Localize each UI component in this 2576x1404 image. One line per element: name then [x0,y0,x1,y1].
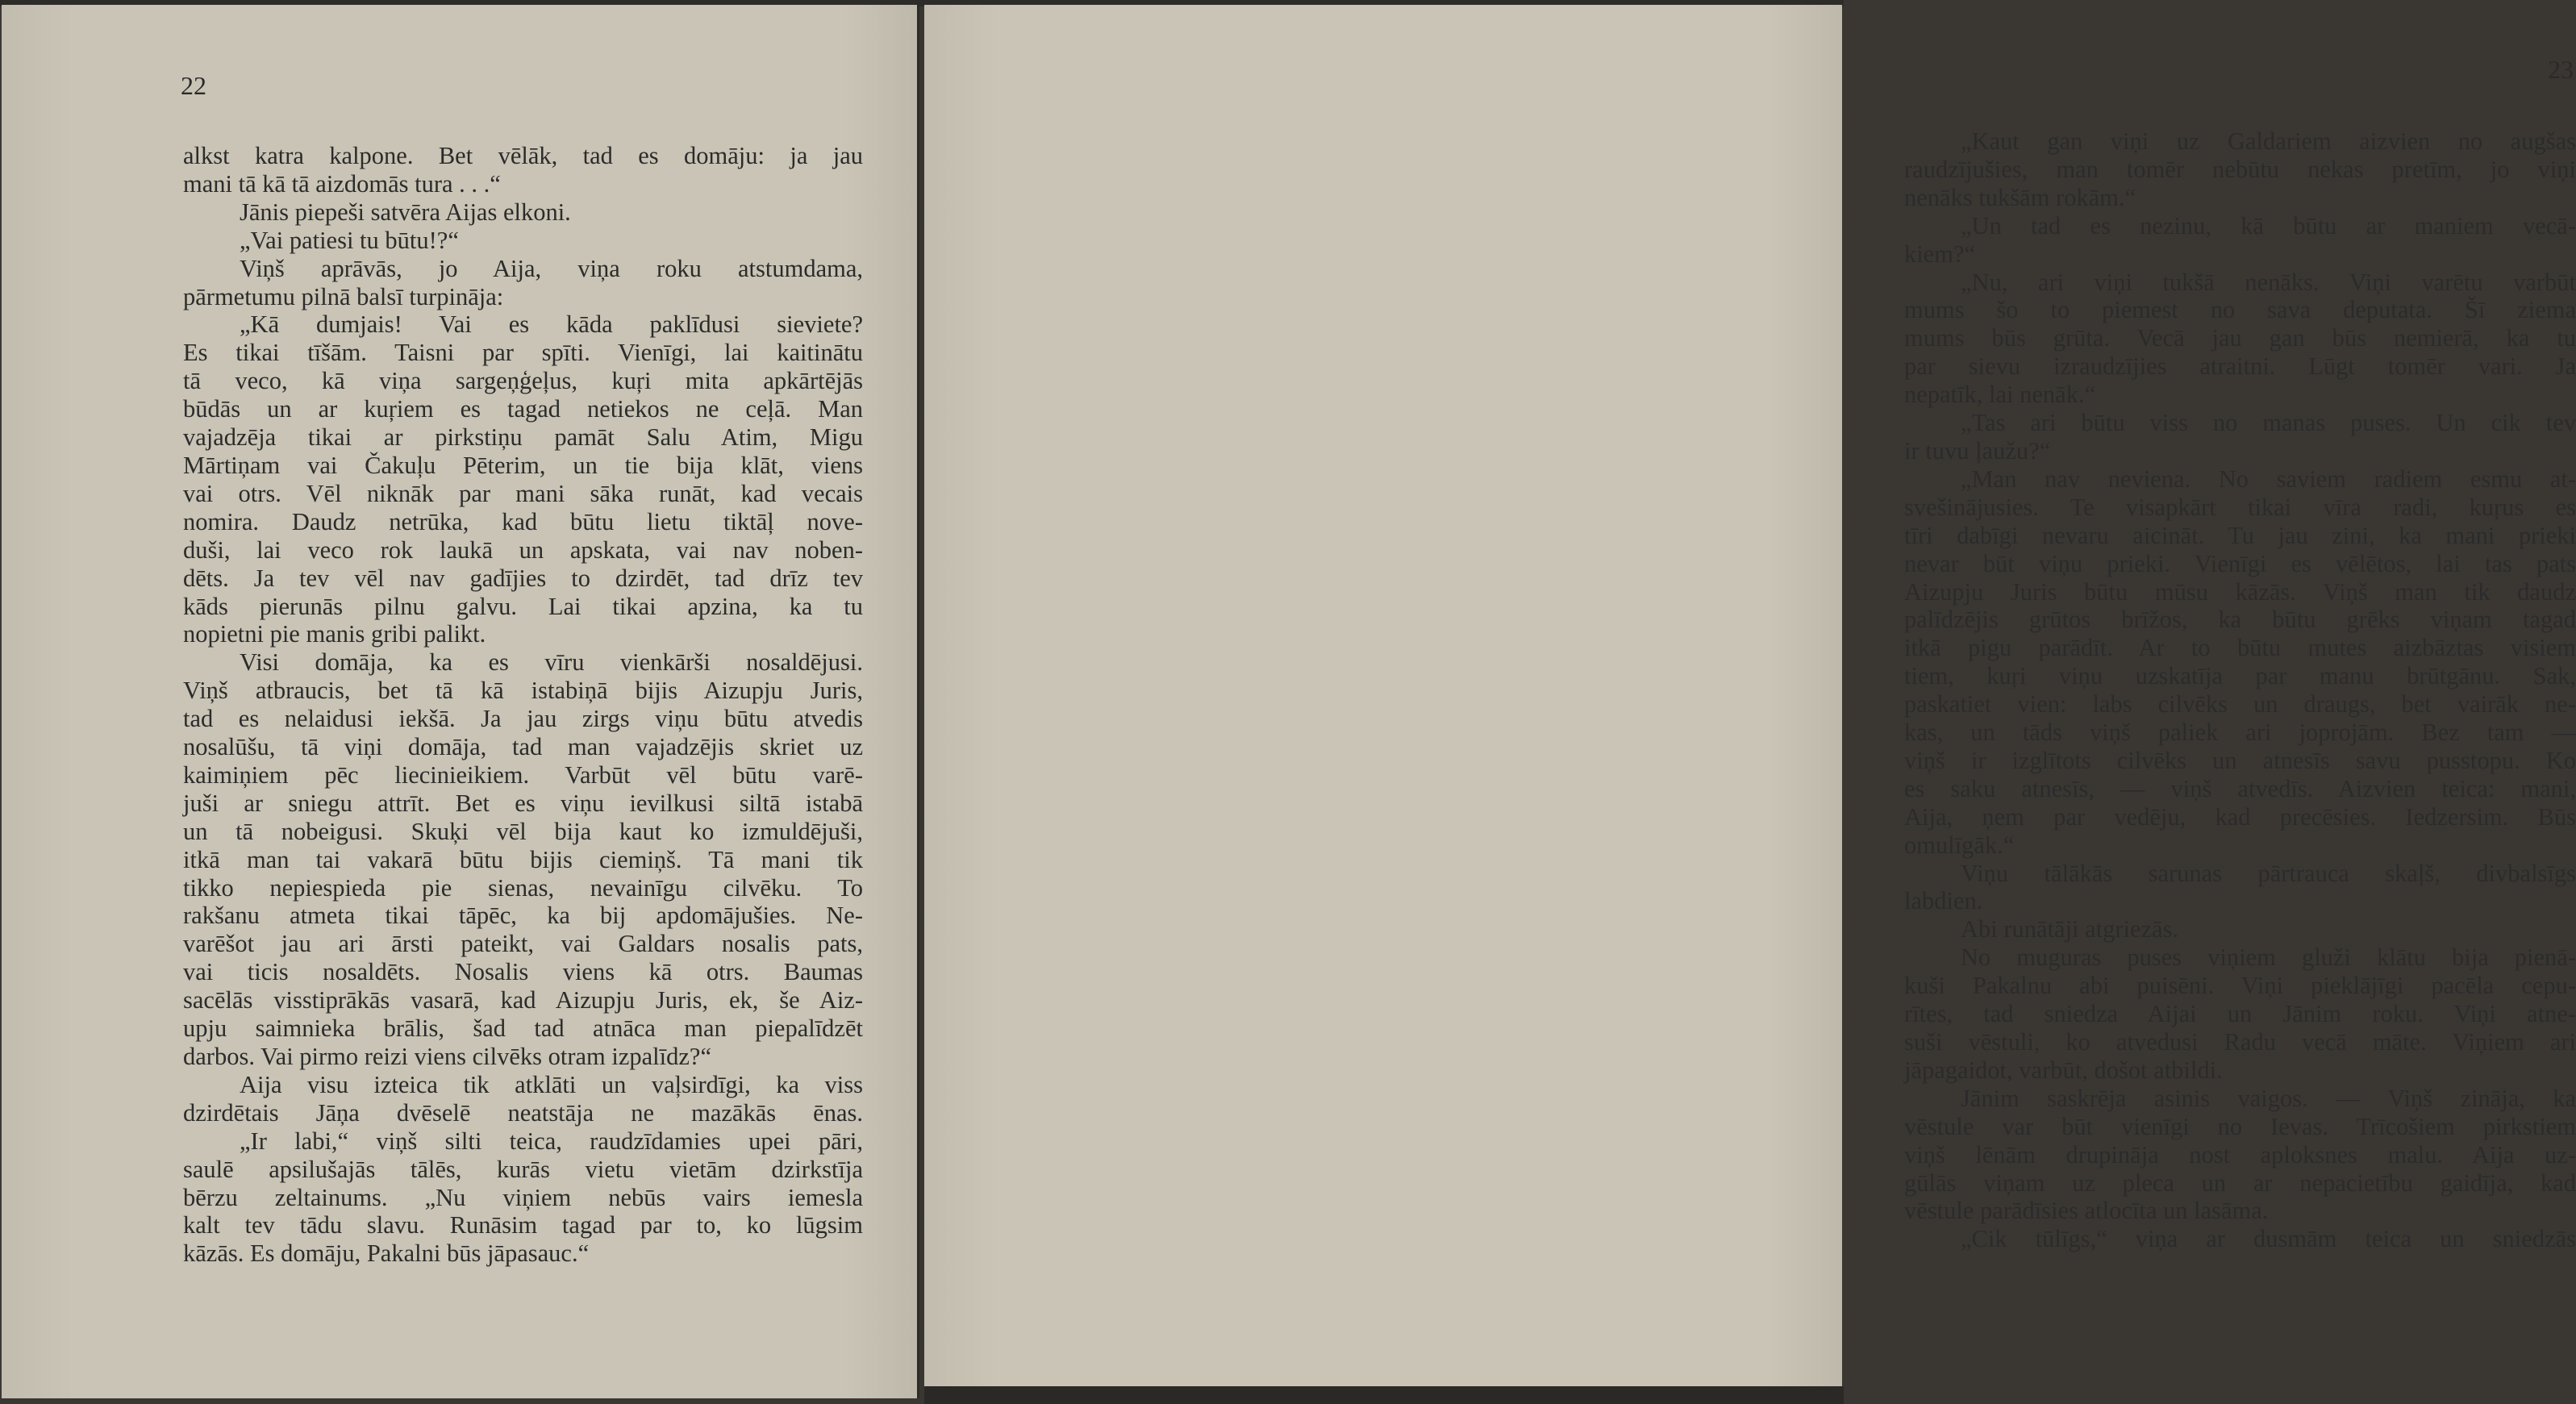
text-line: tiem, kuŗi viņu uzskatīja par manu brūtgānu. Sak, [1904,662,2576,690]
text-line: Viņš atbraucis, bet tā kā istabiņā bijis Aizupju Juris, [183,677,863,705]
text-line: vēstule var būt vienīgi no Ievas. Trīcošiem pirkstiem [1904,1112,2576,1140]
text-line: itkā man tai vakarā būtu bijis ciemiņš. Tā mani tik [183,845,863,873]
text-line: Aija, ņem par vedēju, kad precēsies. Iedzersim. Būs [1904,802,2576,831]
text-line: saulē apsilušajās tālēs, kurās vietu vietām dzirkstīja [183,1155,863,1183]
text-line: tikko nepiespieda pie sienas, nevainīgu cilvēku. To [183,873,863,902]
text-line: „Kā dumjais! Vai es kāda paklīdusi sieviete? [240,310,863,339]
text-line: rītes, tad sniedza Aijai un Jānim roku. Viņi atne- [1904,1000,2576,1028]
text-line: „Kaut gan viņi uz Galdariem aizvien no augšas [1961,127,2576,155]
text-line: vai ticis nosaldēts. Nosalis viens kā otrs. Baumas [183,958,863,986]
text-line: mums šo to piemest no sava deputata. Šī ziema [1904,296,2576,324]
text-line: jāpagaidot, varbūt, došot atbildi. [1904,1056,2223,1084]
text-line: upju saimnieka brālis, šad tad atnāca man piepalīdzēt [183,1014,863,1043]
text-line: „Cik tūlīgs,“ viņa ar dusmām teica un sniedzās [1961,1225,2576,1253]
text-line: nenāks tukšām rokām.“ [1904,183,2136,211]
text-line: būdās un ar kuŗiem es tagad netiekos ne ceļā. Man [183,395,863,423]
text-line: nepatīk, lai nenāk.“ [1904,381,2096,409]
text-line: „Nu, ari viņi tukšā nenāks. Viņi varētu varbūt [1961,268,2576,296]
text-line: Viņu tālākās sarunas pārtrauca skaļš, divbalsīgs [1961,859,2576,887]
text-line: dēts. Ja tev vēl nav gadījies to dzirdēt, tad drīz tev [183,564,863,592]
page-body-text [1904,127,2576,1253]
text-line: par sievu izraudzījies atraitni. Lūgt tomēr vari. Ja [1904,352,2576,381]
text-line: Jānim saskrēja asinis vaigos. — Viņš zināja, ka [1961,1084,2576,1112]
text-line: nosalūšu, tā viņi domāja, tad man vajadzējis skriet uz [183,733,863,761]
text-line: kiem?“ [1904,240,1976,268]
text-line: viņš ir izglītots cilvēks un atnesīs savu pusstopu. Ko [1904,746,2576,774]
text-line: kāds pierunās pilnu galvu. Lai tikai apzina, ka tu [183,592,863,620]
text-line: varēšot jau ari ārsti pateikt, vai Galdars nosalis pats, [183,930,863,958]
text-line: Jānis piepeši satvēra Aijas elkoni. [240,198,571,226]
text-line: tīri dabīgi nevaru aicināt. Tu jau zini, ka mani prieki [1904,521,2576,549]
text-line: juši ar sniegu attrīt. Bet es viņu ievilkusi siltā istabā [183,789,863,817]
text-line: „Man nav neviena. No saviem radiem esmu at- [1961,465,2576,493]
text-line: tā veco, kā viņa sargeņģeļus, kuŗi mita apkārtējās [183,367,863,395]
text-line: raudzījušies, man tomēr nebūtu nekas pretīm, jo viņi [1904,155,2576,183]
text-line: bērzu zeltainums. „Nu viņiem nebūs vairs iemesla [183,1183,863,1211]
text-line: kāzās. Es domāju, Pakalni būs jāpasauc.“ [183,1239,590,1268]
text-line: kuši Pakalnu abi puisēni. Viņi pieklājīgi pacēla cepu- [1904,972,2576,1000]
text-line: labdien. [1904,887,1983,915]
text-line: darbos. Vai pirmo reizi viens cilvēks otram izpalīdz?“ [183,1043,711,1070]
text-line: mani tā kā tā aizdomās tura . . .“ [183,169,501,198]
text-line: kalt tev tādu slavu. Runāsim tagad par to, ko lūgsim [183,1211,863,1239]
text-line: kas, un tāds viņš paliek ari joprojām. Bez tam — [1904,719,2576,747]
text-line: Viņš aprāvās, jo Aija, viņa roku atstumdama, [240,254,863,282]
text-line: svešinājusies. Te visapkārt tikai vīra radi, kuŗus es [1904,493,2576,521]
text-line: Abi runātāji atgriezās. [1961,915,2179,944]
text-line: vai otrs. Vēl niknāk par mani sāka runāt, kad vecais [183,479,863,507]
text-line: alkst katra kalpone. Bet vēlāk, tad es domāju: ja jau [183,142,863,169]
text-line: paskatiet vien: labs cilvēks un draugs, bet vairāk ne- [1904,690,2576,719]
text-line: Aizupju Juris būtu mūsu kāzās. Viņš man tik daudz [1904,577,2576,606]
text-line: nopietni pie manis gribi palikt. [183,620,486,648]
page-number: 23 [2548,55,2574,84]
text-line: pārmetumu pilnā balsī turpināja: [183,282,504,310]
text-line: nomira. Daudz netrūka, kad būtu lietu tiktāļ nove- [183,507,863,535]
text-line: omulīgāk.“ [1904,831,2015,859]
text-line: Es tikai tīšām. Taisni par spīti. Vienīgi, lai kaitinātu [183,339,863,367]
text-line: dzirdētais Jāņa dvēselē neatstāja ne mazākās ēnas. [183,1098,863,1127]
text-line: „Tas ari būtu viss no manas puses. Un cik tev [1961,409,2576,437]
text-line: viņš lēnām drupināja nost aploksnes malu. Aija uz- [1904,1140,2576,1169]
text-line: kaimiņiem pēc liecinieikiem. Varbūt vēl būtu varē- [183,760,863,789]
text-line: Visi domāja, ka es vīru vienkārši nosaldējusi. [240,648,863,677]
text-line: tad es nelaidusi iekšā. Ja jau zirgs viņu būtu atvedis [183,705,863,733]
bottom-edge [924,1386,1844,1404]
page-body-text [183,142,863,1268]
text-line: ir tuvu ļaužu?“ [1904,436,2051,465]
text-line: palīdzējis grūtos brīžos, ka būtu grēks viņam tagad [1904,606,2576,634]
text-line: duši, lai veco rok laukā un apskata, vai nav noben- [183,535,863,564]
text-line: „Ir labi,“ viņš silti teica, raudzīdamies upei pāri, [240,1127,863,1155]
text-line: „Un tad es nezinu, kā būtu ar maniem vecā- [1961,211,2576,240]
text-line: rakšanu atmeta tikai tāpēc, ka bij apdomājušies. Ne- [183,902,863,930]
text-line: vēstule parādīsies atlocīta un lasāma. [1904,1197,2269,1225]
left-page [2,5,919,1398]
text-line: Mārtiņam vai Čakuļu Pēterim, un tie bija klāt, viens [183,451,863,479]
text-line: itkā pigu parādīt. Ar to būtu mutes aizbāztas visiem [1904,634,2576,662]
right-page [924,5,2576,1398]
text-line: nevar būt viņu prieki. Vienīgi es vēlētos, lai tas pats [1904,549,2576,577]
text-line: sacēlās visstiprākās vasarā, kad Aizupju Juris, ek, še Aiz- [183,986,863,1014]
text-line: mums būs grūta. Vecā jau gan būs nemierā, ka tu [1904,324,2576,352]
page-number: 22 [181,71,206,100]
text-line: „Vai patiesi tu būtu!?“ [240,226,459,254]
text-line: vajadzēja tikai ar pirkstiņu pamāt Salu Atim, Migu [183,423,863,452]
text-line: Aija visu izteica tik atklāti un vaļsirdīgi, ka viss [240,1070,863,1098]
text-line: suši vēstuli, ko atvedusi Radu vecā māte. Viņiem ari [1904,1028,2576,1056]
text-line: un tā nobeigusi. Skuķi vēl bija kaut ko izmuldējuši, [183,817,863,845]
text-line: es saku atnesīs, — viņš atvedīs. Aizvien teica: mani, [1904,774,2576,802]
text-line: gūlās viņam uz pleca un ar nepacietību gaidīja, kad [1904,1169,2576,1197]
text-line: No muguras puses viņiem gluži klātu bija pienā- [1961,944,2576,972]
